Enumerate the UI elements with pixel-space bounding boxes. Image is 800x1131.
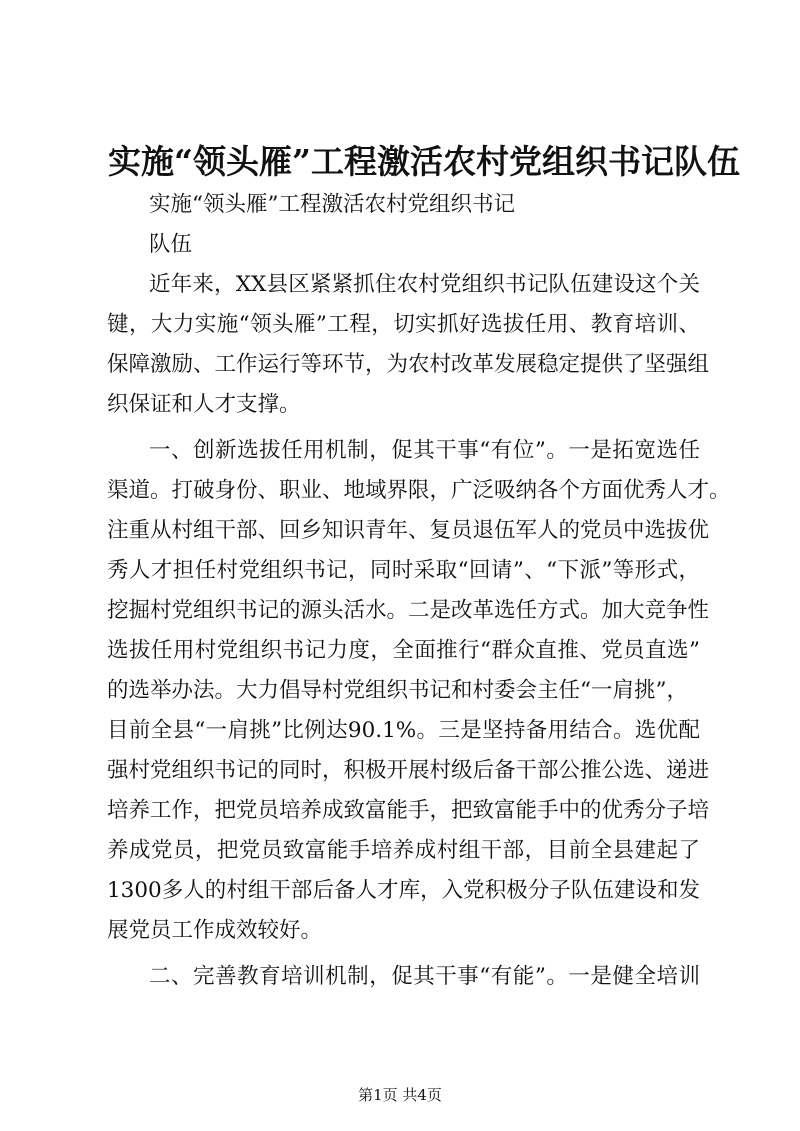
page-number-label: 第1页 共4页	[358, 1086, 442, 1104]
paragraph-line: 选拔任用村党组织书记力度，全面推行“群众直推、党员直选”	[107, 638, 700, 663]
paragraph-line: 渠道。打破身份、职业、地域界限，广泛吸纳各个方面优秀人才。	[107, 478, 731, 503]
paragraph-line: 养成党员，把党员致富能手培养成村组干部，目前全县建起了	[107, 838, 700, 863]
paragraph-line: 近年来，XX县区紧紧抓住农村党组织书记队伍建设这个关	[149, 272, 700, 297]
paragraph-line: 目前全县“一肩挑”比例达90.1%。三是坚持备用结合。选优配	[107, 718, 700, 743]
paragraph-line: 二、完善教育培训机制，促其干事“有能”。一是健全培训	[149, 964, 700, 989]
paragraph-line: 保障激励、工作运行等环节，为农村改革发展稳定提供了坚强组	[107, 352, 710, 377]
paragraph-line: 实施“领头雁”工程激活农村党组织书记	[149, 192, 515, 217]
page-footer	[0, 1085, 800, 1105]
paragraph-line: 挖掘村党组织书记的源头活水。二是改革选任方式。加大竞争性	[107, 598, 710, 623]
document-title: 实施“领头雁”工程激活农村党组织书记队伍	[108, 142, 740, 181]
paragraph-line: 一、创新选拔任用机制，促其干事“有位”。一是拓宽选任	[149, 438, 700, 463]
paragraph-line: 强村党组织书记的同时，积极开展村级后备干部公推公选、递进	[107, 758, 710, 783]
paragraph-line: 展党员工作成效较好。	[107, 918, 323, 943]
paragraph-line: 注重从村组干部、回乡知识青年、复员退伍军人的党员中选拔优	[107, 518, 710, 543]
paragraph-line: 的选举办法。大力倡导村党组织书记和村委会主任“一肩挑”，	[107, 678, 688, 703]
paragraph-line: 织保证和人才支撑。	[107, 392, 301, 417]
paragraph-line: 键，大力实施“领头雁”工程，切实抓好选拔任用、教育培训、	[107, 312, 700, 337]
paragraph-line: 培养工作，把党员培养成致富能手，把致富能手中的优秀分子培	[107, 798, 710, 823]
paragraph-line: 1300多人的村组干部后备人才库，入党积极分子队伍建设和发	[107, 878, 700, 903]
paragraph-line: 秀人才担任村党组织书记，同时采取“回请”、“下派”等形式，	[107, 558, 700, 583]
paragraph-line: 队伍	[149, 232, 193, 257]
